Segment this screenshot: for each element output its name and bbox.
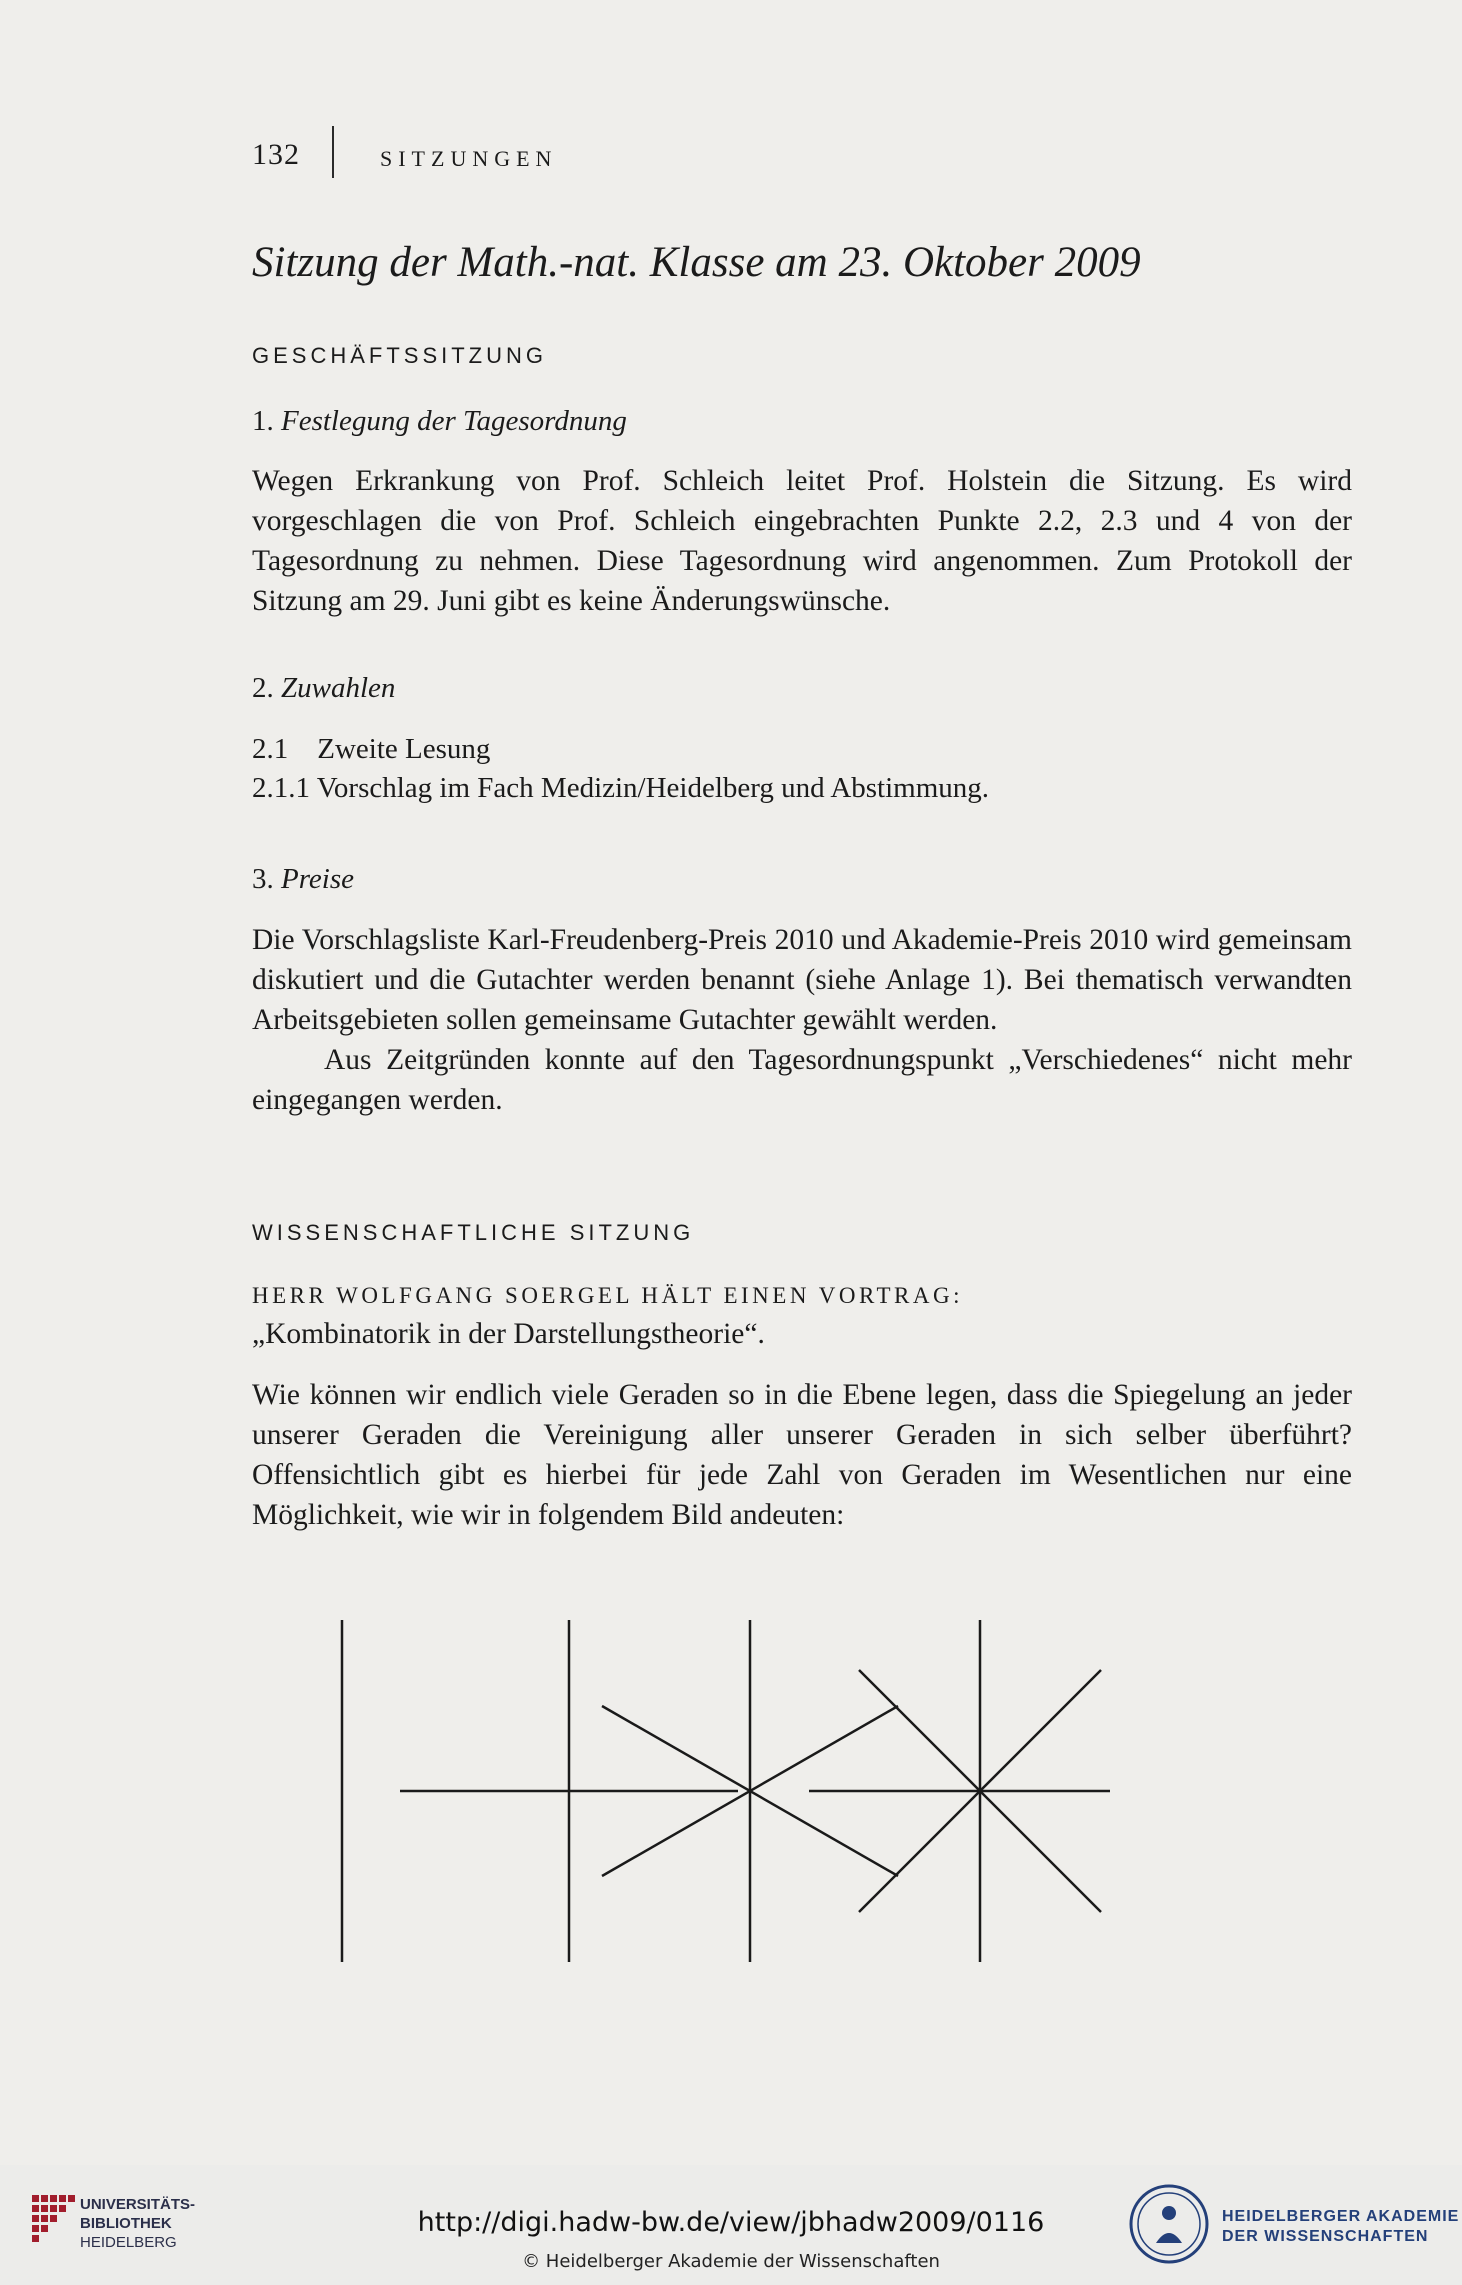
agenda-item-title: Zuwahlen [281, 672, 396, 704]
agenda-item-1 [252, 405, 627, 438]
line-arrangements-svg [330, 1610, 1110, 1972]
line-arrangements-figure [330, 1610, 1110, 1972]
page-number: 132 [252, 138, 300, 171]
agenda-item-title: Preise [281, 863, 355, 895]
academy-name: HEIDELBERGER AKADEMIE DER WISSENSCHAFTEN [1222, 2208, 1460, 2245]
academy-seal-icon [1128, 2183, 1210, 2265]
running-title: SITZUNGEN [380, 146, 558, 171]
agenda-item-number: 1. [252, 405, 274, 437]
paragraph-prizes: Die Vorschlagsliste Karl-Freudenberg-Preis 2010 und Akademie-Preis 2010 wird gemeinsam diskutiert und die Gutachter werden benannt (siehe Anlage 1). Bei thematisch verwandten Arbeitsgebieten sollen gemeinsame Gutachter gewählt werden. [252, 924, 1352, 1036]
university-library-name: UNIVERSITÄTS- BIBLIOTHEK HEIDELBERG [80, 2196, 196, 2251]
paragraph-misc: Aus Zeitgründen konnte auf den Tagesordnungspunkt „Verschiedenes“ nicht mehr eingegangen werden. [252, 1044, 1352, 1116]
header-divider [332, 126, 334, 178]
agenda-item-number: 2. [252, 672, 274, 704]
agenda-item-3 [252, 863, 354, 896]
agenda-item-number: 3. [252, 863, 274, 895]
business-session-heading: GESCHÄFTSSITZUNG [252, 343, 548, 368]
agenda-item-2 [252, 672, 395, 705]
viewer-footer [0, 2165, 1462, 2285]
sub-item-2-1: 2.1 Zweite Lesung [252, 733, 491, 765]
lecture-body: Wie können wir endlich viele Geraden so in die Ebene legen, dass die Spiegelung an jeder unserer Geraden die Vereinigung aller unserer Geraden in sich selber überführt? Offensichtlich gibt es hierbei für jede Zahl von Geraden im Wesentlichen nur eine Möglichkeit, wie wir in folgendem Bild andeuten: [252, 1379, 1352, 1531]
agenda-item-title: Festlegung der Tagesordnung [281, 405, 627, 437]
session-title: Sitzung der Math.-nat. Klasse am 23. Oktober 2009 [252, 239, 1141, 286]
sub-item-2-1-1: 2.1.1 Vorschlag im Fach Medizin/Heidelberg und Abstimmung. [252, 772, 990, 804]
lecture-title: „Kombinatorik in der Darstellungstheorie“. [252, 1318, 765, 1350]
paragraph-agenda: Wegen Erkrankung von Prof. Schleich leitet Prof. Holstein die Sitzung. Es wird vorgeschlagen die von Prof. Schleich eingebrachten Punkte 2.2, 2.3 und 4 von der Tagesordnung zu nehmen. Diese Tagesordnung wird angenommen. Zum Protokoll der Sitzung am 29. Juni gibt es keine Änderungswünsche. [252, 465, 1352, 617]
scientific-session-heading: WISSENSCHAFTLICHE SITZUNG [252, 1220, 695, 1245]
lecturer-line: HERR WOLFGANG SOERGEL HÄLT EINEN VORTRAG: [252, 1283, 963, 1308]
copyright-notice: © Heidelberger Akademie der Wissenschaften [522, 2251, 940, 2272]
permalink-url[interactable]: http://digi.hadw-bw.de/view/jbhadw2009/0116 [417, 2207, 1045, 2238]
